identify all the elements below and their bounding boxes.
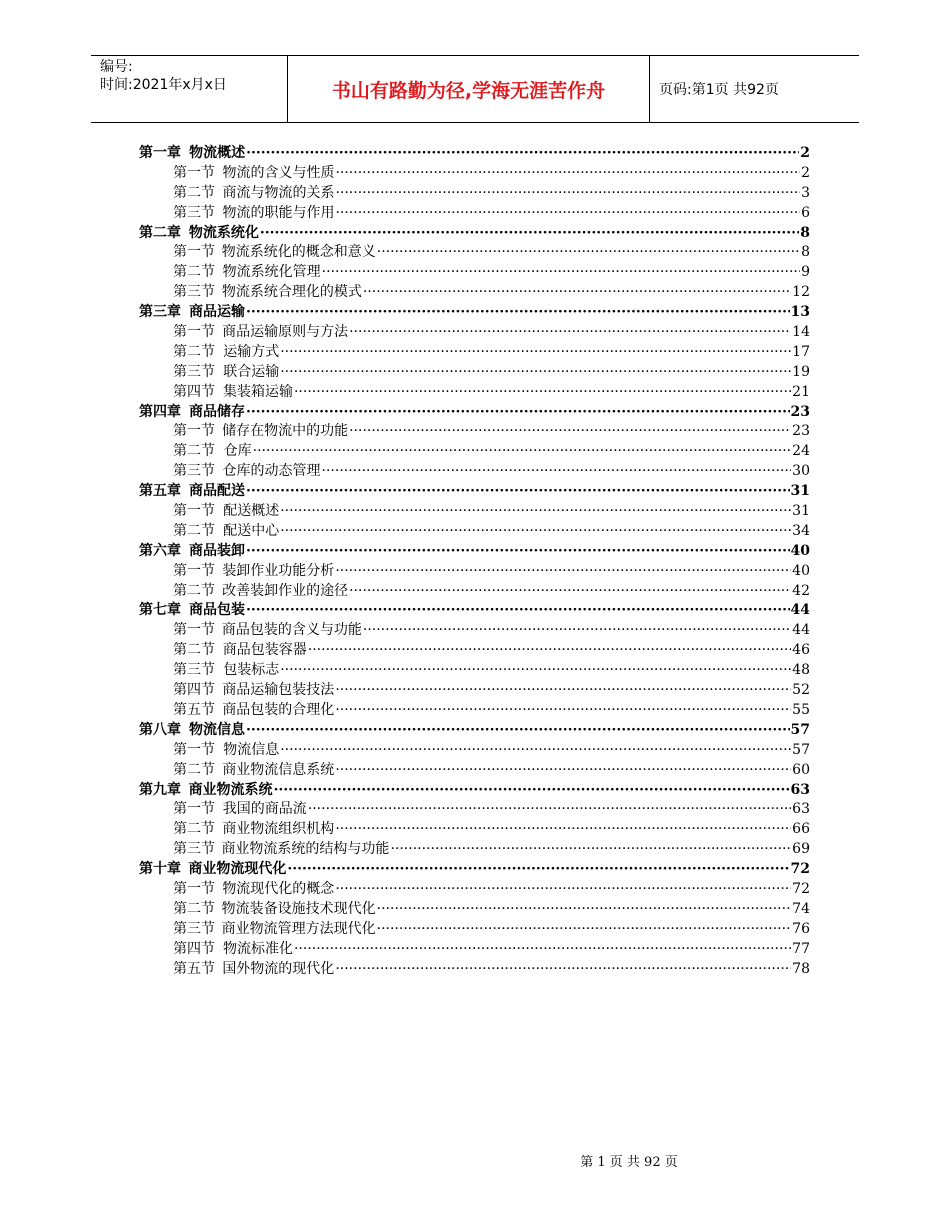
toc-section-row[interactable] xyxy=(139,363,810,383)
toc-entry-label: 第四节 xyxy=(173,383,215,400)
toc-entry-page: 13 xyxy=(790,304,810,321)
toc-entry-title: 商品包装 xyxy=(188,602,245,619)
toc-entry-page: 52 xyxy=(792,682,810,699)
toc-entry-label: 第五节 xyxy=(173,701,215,718)
page-footer xyxy=(0,1151,950,1170)
toc-entry-page: 31 xyxy=(792,503,810,520)
toc-entry-page: 17 xyxy=(792,343,810,360)
toc-entry-label: 第二节 xyxy=(173,821,215,838)
toc-dot-leader xyxy=(280,522,791,542)
toc-entry-title: 商品包装的合理化 xyxy=(222,701,335,718)
toc-dot-leader xyxy=(246,303,790,323)
toc-section-row[interactable] xyxy=(139,800,810,820)
toc-entry-label: 第三节 xyxy=(173,463,215,480)
toc-entry-page: 21 xyxy=(792,383,810,400)
toc-entry-title: 物流的含义与性质 xyxy=(222,164,335,181)
toc-entry-page: 57 xyxy=(792,741,810,758)
toc-entry-page: 8 xyxy=(801,244,810,261)
toc-entry-title: 物流信息 xyxy=(223,741,280,758)
toc-section-row[interactable] xyxy=(139,840,810,860)
toc-entry-label: 第三节 xyxy=(173,363,215,380)
toc-entry-page: 34 xyxy=(792,522,810,539)
toc-entry-title: 商业物流现代化 xyxy=(188,861,287,878)
toc-dot-leader xyxy=(246,601,790,621)
toc-entry-page: 72 xyxy=(790,861,810,878)
toc-dot-leader xyxy=(335,184,800,204)
toc-section-row[interactable] xyxy=(139,263,810,283)
toc-entry-label: 第五节 xyxy=(173,960,215,977)
toc-entry-page: 66 xyxy=(792,821,810,838)
toc-entry-page: 9 xyxy=(801,264,810,281)
toc-entry-label: 第七章 xyxy=(139,602,181,619)
toc-entry-label: 第四章 xyxy=(139,403,181,420)
toc-entry-page: 77 xyxy=(792,940,810,957)
toc-section-row[interactable] xyxy=(139,900,810,920)
toc-entry-label: 第三章 xyxy=(139,304,181,321)
toc-entry-label: 第二节 xyxy=(173,761,215,778)
toc-entry-label: 第一节 xyxy=(173,244,215,261)
toc-section-row[interactable] xyxy=(139,920,810,940)
toc-entry-label: 第一节 xyxy=(173,324,215,341)
toc-dot-leader xyxy=(349,422,791,442)
toc-entry-title: 物流标准化 xyxy=(222,940,293,957)
toc-entry-page: 46 xyxy=(792,642,810,659)
toc-dot-leader xyxy=(335,761,791,781)
toc-entry-label: 第三节 xyxy=(173,284,215,301)
toc-dot-leader xyxy=(335,204,800,224)
toc-entry-page: 44 xyxy=(792,622,810,639)
toc-dot-leader xyxy=(377,243,800,263)
toc-entry-page: 23 xyxy=(792,423,810,440)
toc-entry-title: 商品包装的含义与功能 xyxy=(221,622,362,639)
toc-entry-label: 第一节 xyxy=(173,880,215,897)
toc-entry-label: 第一章 xyxy=(139,145,181,161)
toc-entry-title: 我国的商品流 xyxy=(222,801,307,818)
toc-dot-leader xyxy=(274,781,790,801)
document-time-label: 时间:2021年x月x日 xyxy=(100,77,227,93)
toc-entry-page: 76 xyxy=(792,920,810,937)
toc-entry-title: 改善装卸作业的途径 xyxy=(222,582,349,599)
toc-entry-label: 第二节 xyxy=(173,264,215,281)
header-motto: 书山有路勤为径,学海无涯苦作舟 xyxy=(287,56,650,122)
toc-entry-title: 商品配送 xyxy=(188,483,245,500)
toc-entry-page: 2 xyxy=(801,164,810,181)
toc-section-row[interactable] xyxy=(139,343,810,363)
toc-entry-label: 第二节 xyxy=(173,522,215,539)
toc-entry-page: 31 xyxy=(790,483,810,500)
toc-entry-title: 商品包装容器 xyxy=(222,642,307,659)
toc-chapter-row[interactable] xyxy=(139,781,810,801)
toc-entry-label: 第六章 xyxy=(139,542,181,559)
toc-section-row[interactable] xyxy=(139,184,810,204)
toc-entry-page: 48 xyxy=(792,662,810,679)
toc-dot-leader xyxy=(280,363,791,383)
toc-dot-leader xyxy=(294,940,791,960)
toc-section-row[interactable] xyxy=(139,442,810,462)
toc-section-row[interactable] xyxy=(139,681,810,701)
toc-entry-title: 运输方式 xyxy=(223,343,280,360)
toc-entry-title: 商品运输原则与方法 xyxy=(222,324,349,341)
toc-section-row[interactable] xyxy=(139,940,810,960)
toc-entry-title: 国外物流的现代化 xyxy=(222,960,335,977)
toc-section-row[interactable] xyxy=(139,880,810,900)
footer-page-number: 第 1 页 共 92 页 xyxy=(580,1155,678,1170)
toc-entry-label: 第三节 xyxy=(173,841,215,858)
toc-chapter-row[interactable] xyxy=(139,721,810,741)
toc-dot-leader xyxy=(335,820,791,840)
toc-section-row[interactable] xyxy=(139,422,810,442)
toc-section-row[interactable] xyxy=(139,164,810,184)
toc-dot-leader xyxy=(280,741,791,761)
toc-entry-page: 8 xyxy=(800,224,810,241)
toc-entry-label: 第一节 xyxy=(173,164,215,181)
toc-entry-label: 第八章 xyxy=(139,721,181,738)
toc-section-row[interactable] xyxy=(139,641,810,661)
toc-dot-leader xyxy=(246,482,790,502)
toc-entry-page: 40 xyxy=(792,562,810,579)
toc-entry-label: 第二节 xyxy=(173,184,215,201)
toc-entry-label: 第九章 xyxy=(139,781,181,798)
toc-entry-page: 40 xyxy=(790,542,810,559)
toc-entry-page: 23 xyxy=(790,403,810,420)
toc-entry-page: 3 xyxy=(801,184,810,201)
toc-chapter-row[interactable] xyxy=(139,224,810,244)
toc-chapter-row[interactable] xyxy=(139,601,810,621)
toc-section-row[interactable] xyxy=(139,283,810,303)
toc-dot-leader xyxy=(335,960,791,980)
toc-entry-page: 42 xyxy=(792,582,810,599)
toc-entry-title: 配送中心 xyxy=(223,522,280,539)
toc-entry-page: 2 xyxy=(800,145,810,161)
toc-entry-label: 第三节 xyxy=(173,920,215,937)
toc-dot-leader xyxy=(280,661,791,681)
table-of-contents xyxy=(139,144,810,979)
toc-section-row[interactable] xyxy=(139,562,810,582)
toc-entry-title: 商业物流管理方法现代化 xyxy=(221,920,376,937)
toc-entry-title: 联合运输 xyxy=(223,363,280,380)
toc-entry-title: 商业物流信息系统 xyxy=(222,761,335,778)
toc-entry-page: 55 xyxy=(792,701,810,718)
toc-dot-leader xyxy=(335,562,791,582)
toc-entry-title: 包装标志 xyxy=(223,662,280,679)
toc-entry-label: 第一节 xyxy=(173,423,215,440)
toc-entry-page: 74 xyxy=(792,900,810,917)
toc-entry-page: 12 xyxy=(792,284,810,301)
toc-section-row[interactable] xyxy=(139,582,810,602)
toc-entry-title: 装卸作业功能分析 xyxy=(222,562,335,579)
toc-section-row[interactable] xyxy=(139,741,810,761)
toc-entry-title: 物流系统化 xyxy=(188,224,259,241)
toc-entry-label: 第二节 xyxy=(173,582,215,599)
toc-entry-title: 商品运输包装技法 xyxy=(222,682,335,699)
toc-entry-label: 第二节 xyxy=(173,443,215,460)
toc-chapter-row[interactable] xyxy=(139,482,810,502)
toc-section-row[interactable] xyxy=(139,383,810,403)
toc-dot-leader xyxy=(335,701,791,721)
toc-entry-title: 物流现代化的概念 xyxy=(222,880,335,897)
toc-dot-leader xyxy=(377,900,792,920)
toc-entry-label: 第一节 xyxy=(173,801,215,818)
toc-entry-title: 物流系统化管理 xyxy=(222,264,321,281)
toc-dot-leader xyxy=(294,383,791,403)
toc-dot-leader xyxy=(349,582,791,602)
toc-chapter-row[interactable] xyxy=(139,542,810,562)
toc-dot-leader xyxy=(253,442,792,462)
toc-entry-page: 19 xyxy=(792,363,810,380)
toc-section-row[interactable] xyxy=(139,323,810,343)
toc-entry-page: 63 xyxy=(792,801,810,818)
toc-entry-label: 第二节 xyxy=(173,900,215,917)
toc-entry-label: 第五章 xyxy=(139,483,181,500)
toc-chapter-row[interactable] xyxy=(139,303,810,323)
toc-section-row[interactable] xyxy=(139,502,810,522)
toc-dot-leader xyxy=(377,920,792,940)
toc-entry-label: 第一节 xyxy=(173,562,215,579)
toc-dot-leader xyxy=(308,800,791,820)
toc-section-row[interactable] xyxy=(139,462,810,482)
toc-entry-label: 第二节 xyxy=(173,343,215,360)
document-number-label: 编号: xyxy=(100,59,133,75)
toc-entry-title: 储存在物流中的功能 xyxy=(222,423,349,440)
toc-section-row[interactable] xyxy=(139,522,810,542)
toc-entry-title: 物流概述 xyxy=(189,145,246,161)
toc-dot-leader xyxy=(280,343,791,363)
toc-entry-title: 物流系统合理化的模式 xyxy=(221,284,362,301)
toc-entry-title: 物流系统化的概念和意义 xyxy=(221,244,376,261)
toc-entry-label: 第二章 xyxy=(139,224,181,241)
toc-entry-page: 57 xyxy=(790,721,810,738)
toc-dot-leader xyxy=(308,641,791,661)
toc-dot-leader xyxy=(246,721,790,741)
toc-section-row[interactable] xyxy=(139,960,810,980)
toc-chapter-row[interactable] xyxy=(139,860,810,880)
toc-entry-title: 商品运输 xyxy=(188,304,245,321)
toc-chapter-row[interactable] xyxy=(139,403,810,423)
toc-dot-leader xyxy=(246,542,790,562)
toc-dot-leader xyxy=(322,263,800,283)
toc-entry-label: 第十章 xyxy=(139,861,181,878)
toc-dot-leader xyxy=(246,403,790,423)
toc-entry-title: 商流与物流的关系 xyxy=(222,184,335,201)
toc-entry-page: 69 xyxy=(792,841,810,858)
toc-entry-title: 商业物流组织机构 xyxy=(222,821,335,838)
toc-entry-page: 14 xyxy=(792,324,810,341)
toc-dot-leader xyxy=(335,880,791,900)
toc-entry-label: 第三节 xyxy=(173,662,215,679)
page-header xyxy=(91,55,859,123)
toc-entry-label: 第三节 xyxy=(173,204,215,221)
toc-entry-title: 商品装卸 xyxy=(188,542,245,559)
toc-section-row[interactable] xyxy=(139,661,810,681)
toc-entry-title: 商业物流系统 xyxy=(188,781,273,798)
toc-entry-page: 60 xyxy=(792,761,810,778)
toc-dot-leader xyxy=(349,323,791,343)
header-page-info: 页码:第1页 共92页 xyxy=(659,82,779,98)
toc-entry-title: 物流信息 xyxy=(188,721,245,738)
toc-entry-page: 6 xyxy=(801,204,810,221)
toc-dot-leader xyxy=(390,840,791,860)
toc-entry-title: 仓库的动态管理 xyxy=(222,463,321,480)
toc-section-row[interactable] xyxy=(139,820,810,840)
toc-entry-label: 第二节 xyxy=(173,642,215,659)
toc-entry-label: 第四节 xyxy=(173,940,215,957)
toc-entry-label: 第一节 xyxy=(173,741,215,758)
toc-entry-title: 集装箱运输 xyxy=(222,383,293,400)
toc-entry-page: 63 xyxy=(790,781,810,798)
toc-entry-title: 仓库 xyxy=(223,443,252,460)
toc-dot-leader xyxy=(363,283,791,303)
toc-entry-title: 物流的职能与作用 xyxy=(222,204,335,221)
toc-section-row[interactable] xyxy=(139,204,810,224)
toc-section-row[interactable] xyxy=(139,621,810,641)
toc-section-row[interactable] xyxy=(139,243,810,263)
toc-entry-page: 24 xyxy=(792,443,810,460)
toc-dot-leader xyxy=(246,144,799,164)
toc-section-row[interactable] xyxy=(139,701,810,721)
toc-dot-leader xyxy=(335,164,800,184)
toc-entry-title: 商品储存 xyxy=(188,403,245,420)
toc-dot-leader xyxy=(287,860,789,880)
toc-entry-label: 第一节 xyxy=(173,503,215,520)
toc-entry-title: 商业物流系统的结构与功能 xyxy=(221,841,390,858)
toc-dot-leader xyxy=(322,462,792,482)
toc-entry-page: 30 xyxy=(792,463,810,480)
toc-entry-title: 物流装备设施技术现代化 xyxy=(221,900,376,917)
toc-entry-title: 配送概述 xyxy=(223,503,280,520)
toc-entry-label: 第四节 xyxy=(173,682,215,699)
toc-chapter-row[interactable] xyxy=(139,144,810,164)
toc-entry-page: 44 xyxy=(790,602,810,619)
toc-dot-leader xyxy=(280,502,791,522)
toc-entry-page: 78 xyxy=(792,960,810,977)
header-meta xyxy=(91,56,287,122)
toc-dot-leader xyxy=(260,224,799,244)
toc-section-row[interactable] xyxy=(139,761,810,781)
toc-entry-page: 72 xyxy=(792,880,810,897)
toc-dot-leader xyxy=(335,681,791,701)
toc-entry-label: 第一节 xyxy=(173,622,215,639)
toc-dot-leader xyxy=(363,621,791,641)
